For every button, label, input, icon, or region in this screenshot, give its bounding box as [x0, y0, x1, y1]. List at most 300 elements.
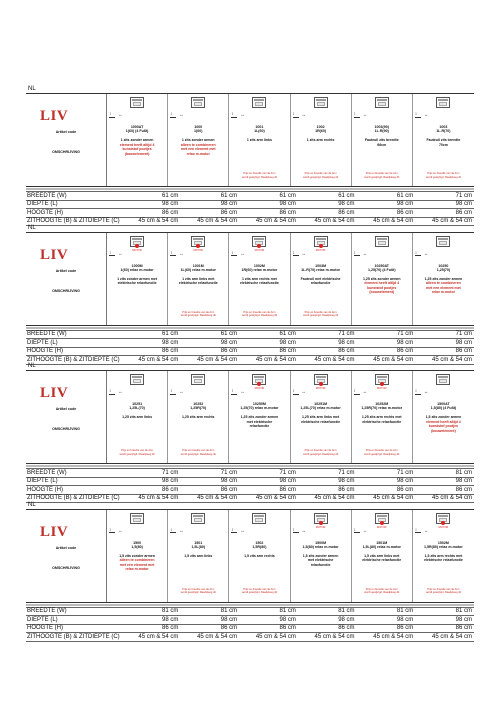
price-note-line: Prijs en breedte van de Arm: [182, 587, 215, 591]
motor-icon: [380, 521, 384, 525]
description-line: (bouwelement): [431, 428, 456, 433]
separator: [26, 327, 474, 329]
dimension-value: 86 cm: [415, 624, 474, 633]
product-column: [229, 233, 290, 325]
motor-icon: [135, 244, 139, 248]
product-description: [291, 277, 351, 286]
sofa-icon: [375, 97, 389, 108]
omschrijving-label: OMSCHRIJVING: [52, 150, 80, 154]
product-column: [413, 94, 474, 186]
price-note-line: wordt gewijzigd. Raadpleeg dit: [241, 591, 277, 594]
price-note-line: Prijs en breedte van de Arm: [427, 587, 460, 591]
height-dimension-icon: ↕: [353, 111, 356, 116]
description-line: 1 zits arm links met: [182, 276, 215, 281]
article-code-primary: 1501: [194, 540, 203, 545]
height-dimension-icon: ↕: [292, 111, 295, 116]
height-dimension-icon: ↕: [109, 111, 112, 116]
dimension-value: 98 cm: [122, 616, 181, 625]
height-dimension-icon: ↕: [231, 526, 234, 532]
row-hoogte: [26, 347, 474, 356]
product-column: [107, 510, 168, 602]
price-note-line: wordt gewijzigd. Raadpleeg dit: [425, 175, 461, 179]
article-code: [229, 541, 289, 549]
article-code: [413, 402, 474, 410]
description-line: 1,5 zits arm rechts: [244, 553, 275, 558]
dimension-value: 98 cm: [357, 616, 416, 625]
price-note-line: Prijs en breedte van de Arm: [121, 449, 154, 452]
dimension-value: 45 cm & 54 cm: [357, 217, 416, 226]
description-line: 1 zits zonder armen: [181, 138, 215, 142]
article-code: [413, 541, 474, 549]
row-diepte: [26, 339, 474, 348]
article-code-primary: 1000AT: [130, 125, 144, 129]
dimension-value: 86 cm: [180, 347, 239, 356]
article-code-primary: 1500: [133, 540, 142, 545]
product-description: [413, 415, 474, 433]
separator: [26, 604, 474, 606]
width-dimension-icon: ↔: [301, 112, 306, 117]
article-code-secondary: 1,25R(70): [190, 406, 207, 411]
sofa-icon: [436, 236, 450, 247]
product-section: [26, 84, 474, 223]
width-dimension-icon: ↔: [179, 250, 184, 256]
price-note-line: wordt gewijzigd. Raadpleeg dit: [364, 452, 400, 456]
dimension-label: BREEDTE (W): [26, 607, 122, 616]
motor-label: MOTOR: [438, 525, 449, 529]
omschrijving-label: OMSCHRIJVING: [52, 565, 80, 570]
article-code: [352, 541, 412, 549]
width-dimension-icon: ↔: [362, 527, 368, 533]
brand-logo: LIV: [40, 523, 69, 540]
dimension-value: 81 cm: [415, 607, 474, 616]
product-description: [291, 415, 351, 424]
dimension-value: 86 cm: [239, 347, 298, 356]
width-dimension-icon: ↔: [179, 112, 184, 117]
article-code: [229, 402, 289, 410]
dimension-value: 86 cm: [298, 486, 357, 495]
product-description: [413, 277, 474, 295]
dimension-value: 98 cm: [239, 477, 298, 486]
width-dimension-icon: ↔: [118, 250, 123, 256]
row-breedte: [26, 192, 474, 201]
height-dimension-icon: ↕: [414, 526, 418, 532]
article-code: [352, 402, 412, 410]
sofa-icon: [191, 374, 205, 385]
article-code-primary: 10252M: [375, 402, 389, 406]
artikel-code-label: Artikel code: [55, 268, 77, 273]
height-dimension-icon: ↕: [170, 111, 173, 116]
dimension-value: 86 cm: [122, 209, 181, 218]
motor-icon: [380, 382, 384, 386]
description-line: 1 zits arm rechts: [306, 138, 335, 142]
article-code-primary: 1500AT: [437, 402, 450, 406]
product-column: [352, 371, 413, 463]
article-code: [229, 125, 289, 133]
article-code: [291, 264, 351, 272]
article-code-primary: 1501M: [376, 540, 388, 545]
width-dimension-icon: ↔: [362, 250, 368, 256]
dimension-value: 98 cm: [239, 200, 298, 209]
dimension-label: HOOGTE (H): [26, 209, 122, 218]
article-code-primary: 10250M: [252, 402, 266, 406]
height-dimension-icon: ↕: [414, 249, 418, 255]
motor-icon: [196, 244, 200, 248]
dimension-value: 81 cm: [239, 607, 298, 616]
height-dimension-icon: ↕: [170, 249, 173, 255]
product-column: [413, 371, 474, 463]
dimension-value: 45 cm & 54 cm: [180, 217, 239, 226]
artikel-code-label: Artikel code: [55, 130, 77, 134]
label-cell: [26, 371, 107, 463]
price-note: [291, 172, 351, 179]
width-dimension-icon: ↔: [423, 250, 429, 256]
motor-icon: [319, 382, 323, 386]
article-code: [291, 125, 351, 133]
product-description: [291, 554, 351, 568]
separator: [26, 188, 474, 190]
description-line: relax m.motor: [125, 567, 149, 572]
dimension-label: ZITHOOGTE (B) & ZITDIEPTE (C): [27, 633, 120, 640]
width-dimension-icon: ↔: [240, 250, 245, 256]
description-line: met elektrische: [307, 558, 334, 563]
product-description: [413, 138, 474, 147]
price-note-line: Prijs en breedte van de Arm: [304, 449, 337, 452]
width-dimension-icon: ↔: [301, 527, 306, 533]
article-code: [352, 264, 412, 272]
price-note-line: wordt gewijzigd. Raadpleeg dit: [364, 591, 400, 594]
dimension-value: 98 cm: [180, 339, 239, 348]
product-column: [413, 233, 474, 325]
description-line: 1 zits arm links: [246, 138, 272, 142]
description-line: elektrische relaxfunctie: [239, 281, 279, 286]
product-description: [107, 554, 167, 572]
row-diepte: [26, 616, 474, 625]
motor-label: MOTOR: [132, 248, 142, 252]
sofa-icon: [252, 513, 266, 524]
motor-icon: [319, 521, 323, 525]
description-line: (bouwelement): [124, 151, 150, 156]
dimension-value: 98 cm: [180, 477, 239, 486]
language-label: NL: [28, 224, 36, 231]
article-code: [168, 541, 228, 549]
description-line: alleen te combineren: [180, 142, 216, 147]
motor-label: MOTOR: [193, 248, 204, 252]
product-description: [107, 277, 167, 286]
height-dimension-icon: ↕: [109, 249, 112, 255]
product-column: [352, 510, 413, 602]
price-note: [413, 172, 474, 179]
article-code-secondary: 1(60): [194, 129, 203, 134]
description-line: 1 zits arm rechts met: [242, 276, 277, 281]
product-description: [229, 554, 289, 559]
article-code-primary: 1002M: [253, 263, 265, 268]
dimension-value: 71 cm: [239, 469, 298, 478]
height-dimension-icon: ↕: [170, 388, 173, 393]
product-section: [26, 500, 474, 639]
sofa-icon: [314, 97, 328, 108]
dimension-value: 71 cm: [298, 330, 357, 339]
dimension-value: 45 cm & 54 cm: [415, 633, 474, 642]
article-code-secondary: 1,5R(80) relax m.motor: [424, 544, 463, 549]
dimension-value: 81 cm: [122, 607, 181, 616]
dimension-table: [26, 468, 474, 503]
article-code: [107, 541, 167, 549]
row-diepte: [26, 200, 474, 209]
description-line: elektrische relaxfunctie: [362, 419, 402, 424]
row-hoogte: [26, 624, 474, 633]
height-dimension-icon: ↕: [231, 111, 234, 116]
dimension-value: 98 cm: [415, 616, 474, 625]
dimension-value: 98 cm: [239, 339, 298, 348]
article-code-secondary: 1L.R(70): [436, 129, 451, 134]
dimension-value: 45 cm & 54 cm: [415, 494, 474, 503]
dimension-value: 86 cm: [415, 486, 474, 495]
product-column: [229, 371, 290, 463]
label-cell: [26, 94, 107, 186]
price-note-line: Prijs en breedte van de Arm: [243, 172, 276, 175]
artikel-code-label: Artikel code: [55, 407, 77, 411]
separator: [26, 465, 474, 467]
height-dimension-icon: ↕: [109, 526, 112, 532]
price-note: [352, 172, 412, 179]
dimension-value: 61 cm: [239, 192, 298, 201]
article-code-secondary: 1,5R(80): [252, 544, 267, 549]
price-note-line: Prijs en breedte van de Arm: [182, 449, 215, 452]
height-dimension-icon: ↕: [414, 388, 418, 393]
price-note-line: Prijs en breedte van de Arm: [243, 310, 276, 314]
description-line: relaxfunctie: [310, 562, 331, 567]
dimension-value: 45 cm & 54 cm: [415, 217, 474, 226]
price-note-line: wordt gewijzigd. Raadpleeg dit: [180, 314, 216, 317]
product-description: [107, 138, 167, 156]
dimension-value: 86 cm: [357, 486, 416, 495]
article-code-primary: 1500M: [315, 540, 327, 545]
description-line: 1,5 zits arm links met: [364, 553, 400, 558]
article-code: [107, 264, 167, 272]
language-label: NL: [28, 501, 36, 508]
row-diepte: [26, 477, 474, 486]
article-code-primary: 1003(90): [374, 125, 389, 129]
description-line: 66cm: [377, 142, 387, 147]
dimension-value: 45 cm & 54 cm: [122, 356, 181, 365]
article-code: [229, 264, 289, 272]
article-code-secondary: 1,5L(80): [191, 544, 206, 549]
dimension-label: DIEPTE (L): [26, 477, 122, 486]
dimension-value: 61 cm: [357, 192, 416, 201]
dimension-label: DIEPTE (L): [26, 339, 122, 348]
dimension-value: 98 cm: [239, 616, 298, 625]
dimension-value: 86 cm: [239, 624, 298, 633]
product-description: [352, 554, 412, 563]
sofa-icon: [191, 513, 205, 524]
dimension-table: [26, 607, 474, 642]
dimension-value: 71 cm: [357, 330, 416, 339]
product-column: [168, 510, 229, 602]
product-section: [26, 361, 474, 500]
description-line: Fauteuil met elektrische: [300, 276, 341, 281]
description-line: relaxfunctie: [249, 424, 270, 429]
price-note-line: Prijs en breedte van de Arm: [365, 449, 398, 452]
dimension-label: BREEDTE (W): [26, 330, 122, 339]
dimension-value: 86 cm: [298, 347, 357, 356]
article-code-secondary: 1,5(80): [131, 544, 143, 549]
sofa-icon: [130, 374, 144, 385]
height-dimension-icon: ↕: [292, 526, 295, 532]
dimension-value: 45 cm & 54 cm: [357, 356, 416, 365]
product-column: [291, 371, 352, 463]
description-line: 1,25 zits arm links met: [301, 415, 340, 419]
price-note: [352, 588, 412, 595]
article-code-secondary: 1L.R(70) relax m.motor: [301, 267, 341, 272]
product-header: [26, 509, 474, 603]
dimension-value: 45 cm & 54 cm: [239, 494, 298, 503]
article-code-secondary: 1,25(70) relax m.motor: [240, 406, 279, 411]
description-line: kunststof pootjes: [428, 424, 458, 429]
language-label: NL: [28, 86, 36, 92]
motor-label: MOTOR: [254, 248, 265, 252]
dimension-value: 45 cm & 54 cm: [357, 494, 416, 503]
article-code-secondary: 1,25L(70) relax m.motor: [300, 406, 341, 411]
description-line: elektrische relaxfunctie: [301, 419, 341, 424]
description-line: 1,5 zits zonder armen: [119, 553, 155, 558]
width-dimension-icon: ↔: [240, 527, 245, 533]
price-note-line: wordt gewijzigd. Raadpleeg dit: [241, 175, 277, 179]
dimension-value: 98 cm: [415, 339, 474, 348]
width-dimension-icon: ↔: [423, 112, 429, 117]
article-code-primary: 10251M: [314, 402, 328, 406]
price-note-line: Prijs en breedte van de Arm: [365, 587, 398, 591]
product-description: [352, 277, 412, 295]
width-dimension-icon: ↔: [362, 112, 368, 117]
article-code-primary: 10251: [132, 402, 143, 406]
dimension-value: 98 cm: [122, 477, 181, 486]
dimension-value: 86 cm: [122, 624, 181, 633]
row-zithoogte: [26, 633, 474, 642]
motor-icon: [441, 521, 445, 525]
dimension-value: 98 cm: [180, 616, 239, 625]
product-header: [26, 370, 474, 464]
dimension-value: 45 cm & 54 cm: [298, 494, 357, 503]
description-line: 1,25 zits zonder armen: [424, 276, 463, 281]
dimension-label: HOOGTE (H): [26, 486, 122, 495]
article-code-secondary: 1L.R(90): [374, 129, 389, 134]
dimension-value: 86 cm: [415, 209, 474, 218]
dimension-value: 98 cm: [180, 200, 239, 209]
dimension-value: 45 cm & 54 cm: [122, 633, 181, 642]
description-line: elektrische relaxfunctie: [423, 558, 463, 563]
dimension-value: 61 cm: [180, 192, 239, 201]
row-hoogte: [26, 209, 474, 218]
height-dimension-icon: ↕: [292, 249, 295, 255]
width-dimension-icon: ↔: [118, 112, 123, 117]
dimension-value: 86 cm: [180, 624, 239, 633]
product-header: [26, 232, 474, 326]
article-code-secondary: 1,5L(80) relax m.motor: [362, 544, 401, 549]
article-code-secondary: 1(60) relax m.motor: [120, 267, 154, 272]
dimension-value: 86 cm: [357, 347, 416, 356]
height-dimension-icon: ↕: [353, 388, 356, 393]
price-note-line: Prijs en breedte van de Arm: [427, 172, 460, 175]
article-code: [291, 541, 351, 549]
description-line: Fauteuil zits breedte: [426, 138, 461, 142]
dimension-value: 98 cm: [122, 200, 181, 209]
product-column: [291, 94, 352, 186]
price-note: [413, 588, 474, 595]
artikel-code-label: Artikel code: [55, 545, 77, 550]
article-code: [291, 402, 351, 410]
dimension-value: 98 cm: [298, 616, 357, 625]
dimension-value: 98 cm: [357, 339, 416, 348]
motor-label: MOTOR: [254, 387, 265, 390]
width-dimension-icon: ↔: [362, 389, 368, 394]
product-description: [413, 554, 474, 563]
sofa-icon: [375, 236, 389, 247]
dimension-value: 45 cm & 54 cm: [239, 356, 298, 365]
description-line: 1,25 zits zonder armen: [362, 276, 401, 281]
dimension-label: HOOGTE (H): [26, 347, 122, 356]
description-line: kunststof pootjes: [122, 147, 152, 152]
dimension-value: 86 cm: [122, 486, 181, 495]
price-note: [352, 449, 412, 456]
description-line: alleen te combineren: [426, 281, 461, 286]
dimension-value: 71 cm: [357, 469, 416, 478]
product-column: [229, 510, 290, 602]
sofa-icon: [252, 97, 266, 108]
dimension-value: 81 cm: [298, 607, 357, 616]
description-line: 1,5 zits arm rechts met: [424, 553, 463, 558]
dimension-table: [26, 191, 474, 226]
dimension-value: 71 cm: [415, 330, 474, 339]
dimension-value: 45 cm & 54 cm: [357, 633, 416, 642]
article-code: [168, 264, 228, 272]
product-column: [107, 233, 168, 325]
article-code: [107, 125, 167, 133]
product-column: [352, 94, 413, 186]
article-code-secondary: 1R(60) relax m.motor: [241, 267, 278, 272]
dimension-value: 45 cm & 54 cm: [298, 633, 357, 642]
sofa-icon: [436, 374, 450, 385]
dimension-value: 45 cm & 54 cm: [298, 356, 357, 365]
label-cell: [26, 510, 107, 602]
product-column: [229, 94, 290, 186]
article-code-primary: 10252: [193, 402, 204, 406]
dimension-value: 86 cm: [298, 624, 357, 633]
price-note: [229, 311, 289, 318]
description-line: 1,5 zits arm links: [184, 553, 213, 558]
article-code-primary: 1000M: [131, 263, 143, 268]
article-code-primary: 1502M: [437, 540, 449, 545]
description-line: met een element met: [426, 285, 461, 290]
motor-label: MOTOR: [376, 525, 387, 529]
dimension-value: 45 cm & 54 cm: [180, 356, 239, 365]
article-code-secondary: 1R(60): [315, 129, 327, 134]
article-code: [107, 402, 167, 410]
product-column: [291, 233, 352, 325]
description-line: alleen te combineren: [119, 558, 155, 563]
height-dimension-icon: ↕: [170, 526, 173, 532]
product-column: [352, 233, 413, 325]
dimension-value: 81 cm: [180, 607, 239, 616]
dimension-label: ZITHOOGTE (B) & ZITDIEPTE (C): [27, 218, 120, 225]
dimension-label: ZITHOOGTE (B) & ZITDIEPTE (C): [27, 495, 120, 502]
dimension-value: 86 cm: [122, 347, 181, 356]
article-code-secondary: 1,5(80) (4 Fußt): [430, 406, 457, 411]
motor-label: MOTOR: [315, 525, 326, 529]
price-note-line: Prijs en breedte van de Arm: [243, 587, 276, 591]
row-breedte: [26, 469, 474, 478]
product-column: [291, 510, 352, 602]
language-label: NL: [28, 363, 36, 369]
